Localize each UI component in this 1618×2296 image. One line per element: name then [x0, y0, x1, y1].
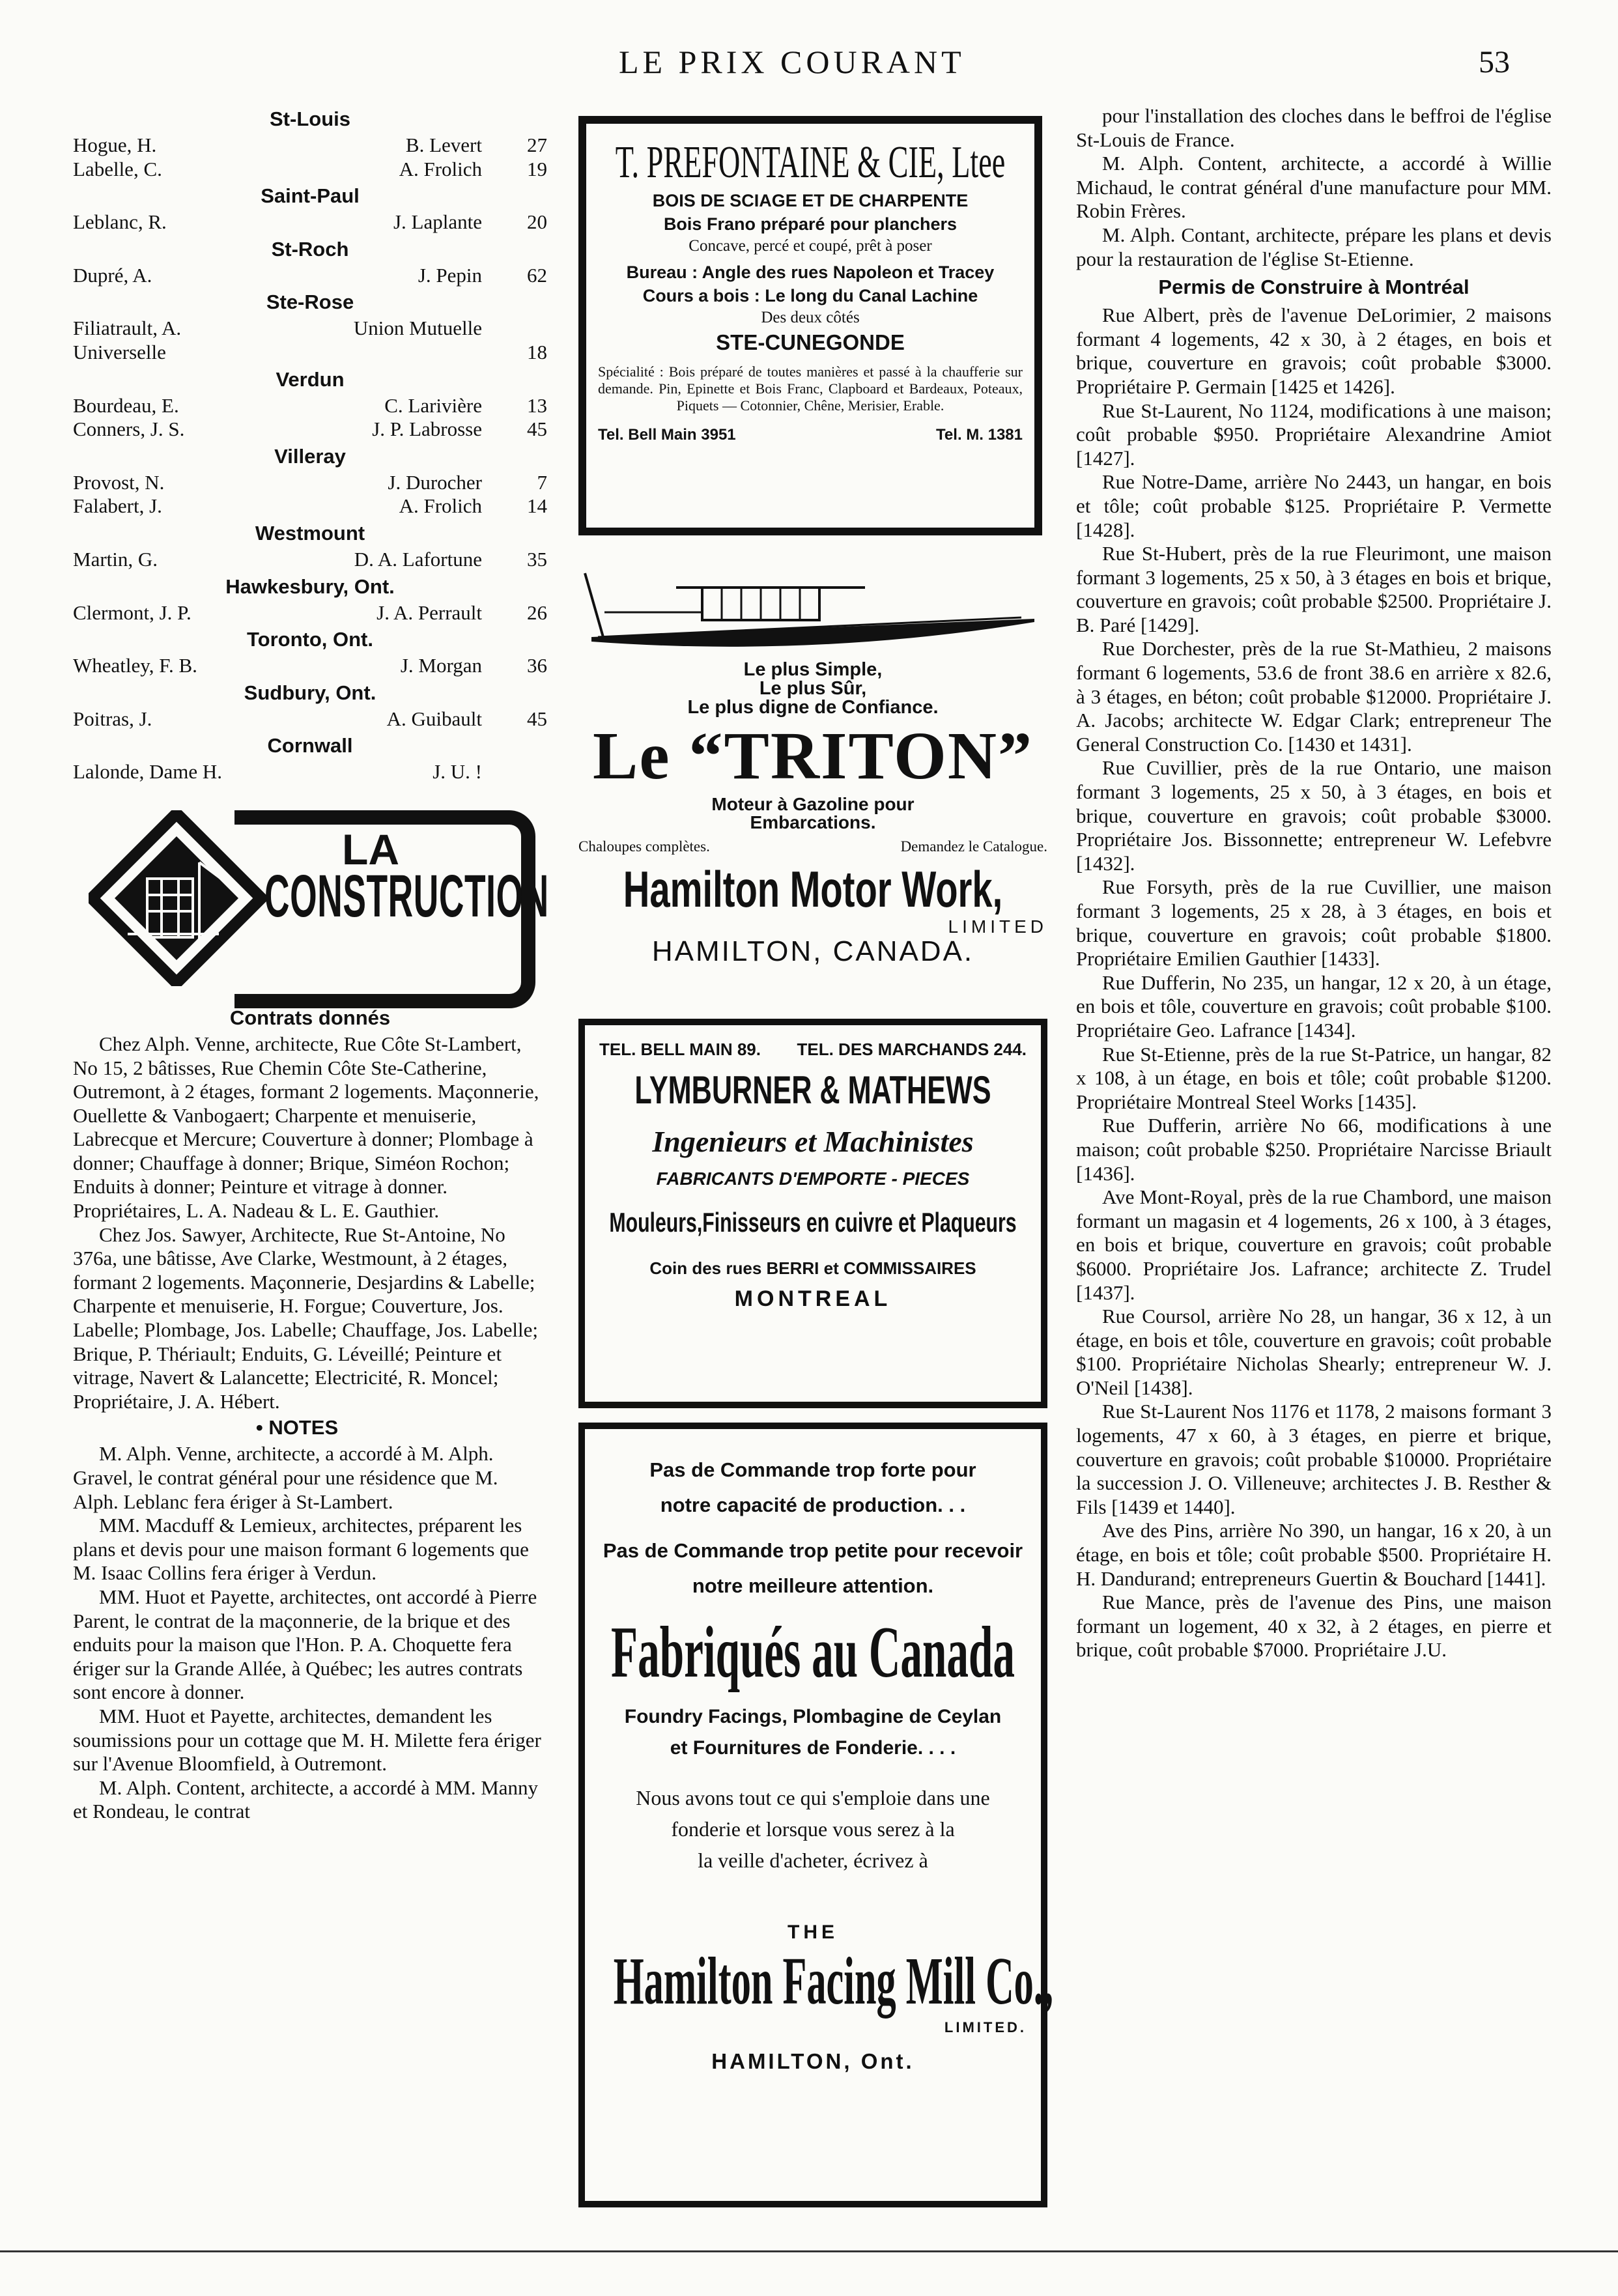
triton-catalogue-row: [578, 838, 1047, 855]
entry-agent: A. Frolich: [399, 157, 482, 180]
facing-headline: Pas de Commande trop forte pour: [649, 1458, 976, 1481]
permit-paragraph: Rue St-Etienne, près de la rue St-Patrice, un hangar, 82 x 108, à un étage, en bois et tôle; coût probable $1200. Propriétaire Montreal Steel Works [1435].: [1076, 1042, 1552, 1113]
permit-paragraph: Rue St-Hubert, près de la rue Fleurimont, une maison formant 3 logements, 25 x 50, à 3 étages en bois et brique, couverture en gravois; coût probable $2500. Propriétaire J. B. Paré [1429].: [1076, 542, 1552, 636]
permit-paragraph: Rue Dufferin, arrière No 66, modifications à une maison; coût probable $250. Propriétaire Narcisse Briault [1436].: [1076, 1114, 1552, 1185]
phone-bell: Tel. Bell Main 3951: [598, 426, 736, 444]
entry-value: 7: [537, 470, 547, 494]
directory-entry: [73, 760, 547, 784]
permit-paragraph: Rue Cuvillier, près de la rue Ontario, une maison formant 3 logements, 25 x 50, à 3 étages, en bois et brique, couverture en gravois; coût probable $3000. Propriétaire Jos. Bissonnette; entrepreneur W. Lefebvre [1432].: [1076, 756, 1552, 875]
directory-entry: [73, 471, 547, 495]
logo-word-la: LA: [342, 825, 399, 873]
entry-name: Poitras, J.: [73, 707, 152, 730]
triton-tagline: Le plus Simple,: [743, 659, 883, 680]
entry-agent: J. Laplante: [393, 210, 482, 234]
hamilton-facing-ad: [578, 1423, 1053, 2207]
triton-name: Le “TRITON”: [593, 718, 1033, 793]
facing-city: HAMILTON, Ont.: [711, 2049, 915, 2073]
triton-ad: [578, 560, 1047, 1010]
entry-agent: J. A. Perrault: [376, 601, 482, 624]
entry-name: Falabert, J.: [73, 494, 162, 518]
permit-paragraph: Rue Dorchester, près de la rue St-Mathieu, 2 maisons formant 6 logements, 53.6 de front 38.6 en arrière x 82.6, à 3 étages, en béton; coût probable $12000. Propriétaire J. A. Jacobs; architecte W. Edgar Clark; entrepreneur The General Construction Co. [1430 et 1431].: [1076, 637, 1552, 756]
directory-list: [73, 104, 547, 784]
permit-paragraph: Rue St-Laurent, No 1124, modifications à une maison; coût probable $950. Propriétaire Alexandrine Amiot [1427].: [1076, 399, 1552, 470]
entry-name: Hogue, H.: [73, 134, 157, 156]
lymburner-moulders: Mouleurs,Finisseurs en cuivre et Plaqueurs: [609, 1207, 1017, 1238]
permit-paragraph: Ave des Pins, arrière No 390, un hangar, 16 x 20, à un étage, en bois et tôle; coût probable $500. Propriétaire H. H. Dandurand; entrepreneurs Guertin & Bouchard [1441].: [1076, 1519, 1552, 1590]
entry-name: Filiatrault, A.: [73, 317, 182, 340]
directory-place: Verdun: [276, 367, 345, 391]
lymburner-engineers: Ingenieurs et Machinistes: [652, 1125, 974, 1158]
facing-text: fonderie et lorsque vous serez à la: [671, 1817, 955, 1841]
la-construction-logo: [85, 806, 549, 992]
triton-tagline: Le plus digne de Confiance.: [687, 697, 939, 718]
directory-entry: [73, 317, 547, 341]
lymburner-manufacturers: FABRICANTS D'EMPORTE - PIECES: [656, 1169, 970, 1189]
directory-entry: [73, 134, 547, 158]
phone-m: Tel. M. 1381: [936, 426, 1023, 444]
lymburner-ad: [578, 1019, 1047, 1408]
entry-value: 62: [527, 263, 547, 287]
directory-entry: [73, 210, 547, 234]
prefontaine-name: T. PREFONTAINE & CIE, Ltee: [615, 137, 1006, 188]
prefontaine-phones: [598, 426, 1023, 444]
page-number: 53: [1479, 45, 1510, 79]
facing-headline: Pas de Commande trop petite pour recevoir: [603, 1539, 1023, 1562]
facing-made-in-canada: Fabriqués au Canada: [611, 1612, 1015, 1693]
lymburner-city: MONTREAL: [734, 1286, 892, 1311]
directory-place: St-Roch: [271, 237, 349, 261]
entry-value: 35: [527, 547, 547, 571]
lymburner-address: Coin des rues BERRI et COMMISSAIRES: [649, 1258, 976, 1278]
directory-entry: [73, 707, 547, 731]
note-paragraph: M. Alph. Content, architecte, a accordé à MM. Manny et Rondeau, le contrat: [73, 1776, 539, 1823]
entry-value: 45: [527, 707, 547, 730]
directory-entry: [73, 654, 547, 678]
hamilton-motor-name: Hamilton Motor Work,: [623, 860, 1003, 918]
bottom-rule: [0, 2250, 1618, 2252]
entry-agent: C. Larivière: [384, 393, 482, 417]
directory-entry: [73, 158, 547, 182]
permit-paragraph: Rue Notre-Dame, arrière No 2443, un hangar, en bois et tôle; coût probable $125. Propriétaire P. Vermette [1428].: [1076, 470, 1552, 541]
directory-entry: [73, 418, 547, 442]
facing-products: Foundry Facings, Plombagine de Ceylan: [624, 1706, 1002, 1727]
permit-paragraph: Rue Albert, près de l'avenue DeLorimier, 2 maisons formant 4 logements, 42 x 30, à 2 étages, en bois et brique, couverture en gravois; coût probable $3000. Propriétaire P. Germain [1425 et 1426].: [1076, 304, 1552, 398]
contrat-paragraph: Chez Alph. Venne, architecte, Rue Côte St-Lambert, No 15, 2 bâtisses, Rue Chemin Côte Ste-Catherine, Outremont, à 2 étages, formant 2 logements. Maçonnerie, Ouellette & Vanbogaert; Charpente et menuiserie, Labrecque et Mercure; Couverture à donner; Plombage à donner; Chauffage à donner; Brique, Siméon Rochon; Enduits à donner; Peinture et vitrage à donner. Propriétaires, L. A. Nadeau & L. E. Gauthier.: [73, 1032, 539, 1223]
contrats-title: Contrats donnés: [229, 1006, 391, 1029]
entry-name: Clermont, J. P.: [73, 601, 192, 624]
directory-entry: [73, 494, 547, 518]
prefontaine-line: BOIS DE SCIAGE ET DE CHARPENTE: [652, 191, 969, 210]
prefontaine-line: Cours a bois : Le long du Canal Lachine: [642, 286, 978, 305]
directory-place: Westmount: [255, 521, 365, 545]
permits-title: Permis de Construire à Montréal: [1158, 276, 1469, 299]
entry-name: Dupré, A.: [73, 263, 152, 287]
entry-agent: J. Durocher: [388, 470, 482, 494]
entry-value: 13: [527, 393, 547, 417]
note-paragraph: pour l'installation des cloches dans le beffroi de l'église St-Louis de France.: [1076, 104, 1552, 151]
entry-value: 36: [527, 654, 547, 677]
directory-entry: [73, 264, 547, 288]
entry-agent: [277, 341, 508, 365]
directory-place: Cornwall: [267, 734, 353, 758]
facing-products: et Fournitures de Fonderie. . . .: [670, 1737, 956, 1759]
triton-motor-line: Embarcations.: [750, 812, 876, 832]
entry-value: 20: [527, 210, 547, 234]
journal-title: LE PRIX COURANT: [619, 44, 965, 80]
directory-entry: [73, 601, 547, 625]
prefontaine-line: Des deux côtés: [761, 309, 860, 326]
entry-name: Lalonde, Dame H.: [73, 760, 222, 784]
entry-name: Leblanc, R.: [73, 210, 167, 234]
entry-name: Conners, J. S.: [73, 418, 185, 441]
phone-marchands: TEL. DES MARCHANDS 244.: [797, 1040, 1027, 1059]
entry-value: 27: [527, 134, 547, 156]
directory-place: Hawkesbury, Ont.: [225, 574, 395, 598]
contrats-list: [73, 1032, 547, 1414]
notes-title: [47, 1413, 547, 1442]
facing-limited: LIMITED.: [944, 2019, 1027, 2035]
prefontaine-line: Bois Frano préparé pour planchers: [663, 214, 958, 234]
entry-value: 26: [527, 601, 547, 624]
prefontaine-specialty: Spécialité : Bois préparé de toutes manières et passé à la chaufferie sur demande. Pin, Epinette et Bois Franc, Clapboard et Bardeaux, Poteaux, Piquets — Cotonnier, Chêne, Merisier, Erable.: [598, 363, 1023, 414]
lymburner-name: LYMBURNER & MATHEWS: [634, 1068, 991, 1112]
directory-place: Villeray: [274, 444, 346, 468]
facing-headline: notre meilleure attention.: [692, 1574, 934, 1597]
note-paragraph: MM. Huot et Payette, architectes, ont accordé à Pierre Parent, le contrat de la maçonnerie, de la brique et des enduits pour la maison que l'Hon. P. A. Choquette fera ériger sur la Grande Allée, à Québec; les autres contrats sont encore à donner.: [73, 1585, 537, 1704]
page-header: [0, 38, 1618, 83]
intro-notes: [1076, 104, 1552, 271]
permit-paragraph: Rue St-Laurent Nos 1176 et 1178, 2 maisons formant 3 logements, 47 x 60, à 3 étages, en pierre et brique, couverture en gravois; coût probable $10000. Propriétaire la succession J. O. Villeneuve; architectes J. B. Resther & Fils [1439 et 1440].: [1076, 1400, 1552, 1518]
entry-value: 45: [527, 418, 547, 441]
prefontaine-line: Bureau : Angle des rues Napoleon et Tracey: [626, 262, 995, 282]
facing-the: THE: [788, 1921, 838, 1943]
note-paragraph: M. Alph. Venne, architecte, a accordé à M. Alph. Gravel, le contrat général pour une résidence que M. Alph. Leblanc fera ériger à St-Lambert.: [73, 1442, 498, 1513]
motor-boat-icon: [578, 560, 1047, 658]
entry-value: 19: [527, 157, 547, 180]
entry-agent: B. Levert: [405, 134, 482, 156]
permit-paragraph: Rue Coursol, arrière No 28, un hangar, 36 x 12, à un étage, en bois et tôle, couverture en gravois; coût probable $100. Propriétaire Nicholas Shearly; entrepreneur W. J. O'Neil [1438].: [1076, 1305, 1552, 1399]
facing-headline: notre capacité de production. . .: [660, 1494, 966, 1516]
logo-word-construction: CONSTRUCTION: [264, 862, 549, 929]
prefontaine-ad: [578, 116, 1042, 535]
entry-value: [508, 760, 547, 784]
facing-text: la veille d'acheter, écrivez à: [698, 1849, 928, 1872]
contrat-paragraph: Chez Jos. Sawyer, Architecte, Rue St-Antoine, No 376a, une bâtisse, Ave Clarke, Westmount, à 2 étages, formant 2 logements. Maçonnerie, Desjardins & Labelle; Charpente et menuiserie, H. Forgue; Couverture, Jos. Labelle; Plombage, Jos. Labelle; Chauffage, Jos. Labelle; Brique, P. Thériault; Enduits, G. Léveillé; Peinture et vitrage, Navert & Lalancette; Electricité, R. Moncel; Propriétaire, J. A. Hébert.: [73, 1223, 538, 1413]
left-column: [73, 104, 547, 1824]
entry-name: Provost, N.: [73, 470, 165, 494]
directory-entry: [73, 548, 547, 572]
directory-place: St-Louis: [270, 107, 350, 130]
notes-title-text: NOTES: [268, 1416, 339, 1439]
entry-value: 18: [527, 340, 547, 363]
phone-bell: TEL. BELL MAIN 89.: [599, 1040, 761, 1059]
note-paragraph: MM. Huot et Payette, architectes, demandent les soumissions pour un cottage que M. H. Milette fera ériger sur l'Avenue Bloomfield, à Outremont.: [73, 1704, 541, 1776]
prefontaine-line: Concave, percé et coupé, prêt à poser: [688, 237, 932, 255]
permits-list: [1076, 304, 1552, 1662]
entry-agent: J. U. !: [433, 760, 482, 784]
entry-agent: J. Morgan: [400, 654, 482, 677]
note-paragraph: MM. Macduff & Lemieux, architectes, préparent les plans et devis pour une maison formant 6 logements que M. Isaac Collins fera ériger à Verdun.: [73, 1514, 529, 1585]
directory-place: Saint-Paul: [261, 184, 360, 208]
entry-value: [508, 317, 547, 341]
lymburner-phones: [599, 1040, 1027, 1060]
directory-place: Ste-Rose: [266, 291, 354, 314]
entry-agent: A. Frolich: [399, 494, 482, 518]
entry-name: Martin, G.: [73, 547, 158, 571]
facing-text: Nous avons tout ce qui s'emploie dans une: [636, 1786, 990, 1809]
permit-paragraph: Rue Dufferin, No 235, un hangar, 12 x 20, à un étage, en bois et tôle, couverture en gravois; coût probable $100. Propriétaire Geo. Lafrance [1434].: [1076, 971, 1552, 1042]
hamilton-motor-limited: LIMITED: [948, 916, 1047, 937]
note-paragraph: M. Alph. Contant, architecte, prépare les plans et devis pour la restauration de l'église St-Etienne.: [1076, 223, 1552, 270]
permit-paragraph: Rue Forsyth, près de la rue Cuvillier, une maison formant 3 logements, 25 x 28, à 3 étages, en bois et brique, couverture en gravois; coût probable $1800. Propriétaire Emilien Gauthier [1433].: [1076, 875, 1552, 971]
entry-agent: A. Guibault: [386, 707, 482, 730]
entry-name: Wheatley, F. B.: [73, 654, 197, 677]
facing-company-name: Hamilton Facing Mill Co.,: [613, 1944, 1053, 2019]
triton-motor-line: Moteur à Gazoline pour: [711, 794, 915, 814]
entry-agent: J. Pepin: [418, 263, 482, 287]
directory-entry: [73, 394, 547, 418]
entry-name: Bourdeau, E.: [73, 393, 179, 417]
triton-tagline: Le plus Sûr,: [759, 678, 867, 699]
note-paragraph: M. Alph. Content, architecte, a accordé à Willie Michaud, le contrat général d'une manufacture pour MM. Robin Frères.: [1076, 152, 1552, 223]
entry-agent: D. A. Lafortune: [354, 547, 482, 571]
entry-agent: J. P. Labrosse: [372, 418, 482, 441]
permit-paragraph: Ave Mont-Royal, près de la rue Chambord, une maison formant un magasin et 4 logements, 26 x 100, à 3 étages, en bois et brique, couverture en gravois; coût probable $6000. Propriétaire Jos. Lafrance; architecte Z. Trudel [1437].: [1076, 1185, 1552, 1304]
entry-name: Labelle, C.: [73, 157, 162, 180]
entry-value: 14: [527, 494, 547, 518]
directory-place: Toronto, Ont.: [247, 628, 373, 651]
triton-boats: Chaloupes complètes.: [578, 838, 710, 855]
directory-place: Sudbury, Ont.: [244, 681, 376, 704]
notes-bullet-icon: •: [255, 1416, 269, 1439]
triton-catalogue: Demandez le Catalogue.: [900, 838, 1047, 855]
right-column: [1076, 104, 1552, 1662]
prefontaine-location: STE-CUNEGONDE: [716, 330, 905, 354]
permit-paragraph: Rue Mance, près de l'avenue des Pins, une maison formant un logement, 40 x 32, à 2 étages, en pierre et brique, coût probable $7000. Propriétaire J.U.: [1076, 1591, 1552, 1662]
entry-name: Universelle: [73, 340, 166, 363]
entry-agent: Union Mutuelle: [353, 317, 482, 340]
notes-list: [73, 1442, 547, 1824]
directory-entry: [73, 341, 547, 365]
hamilton-motor-city: HAMILTON, CANADA.: [651, 935, 974, 967]
